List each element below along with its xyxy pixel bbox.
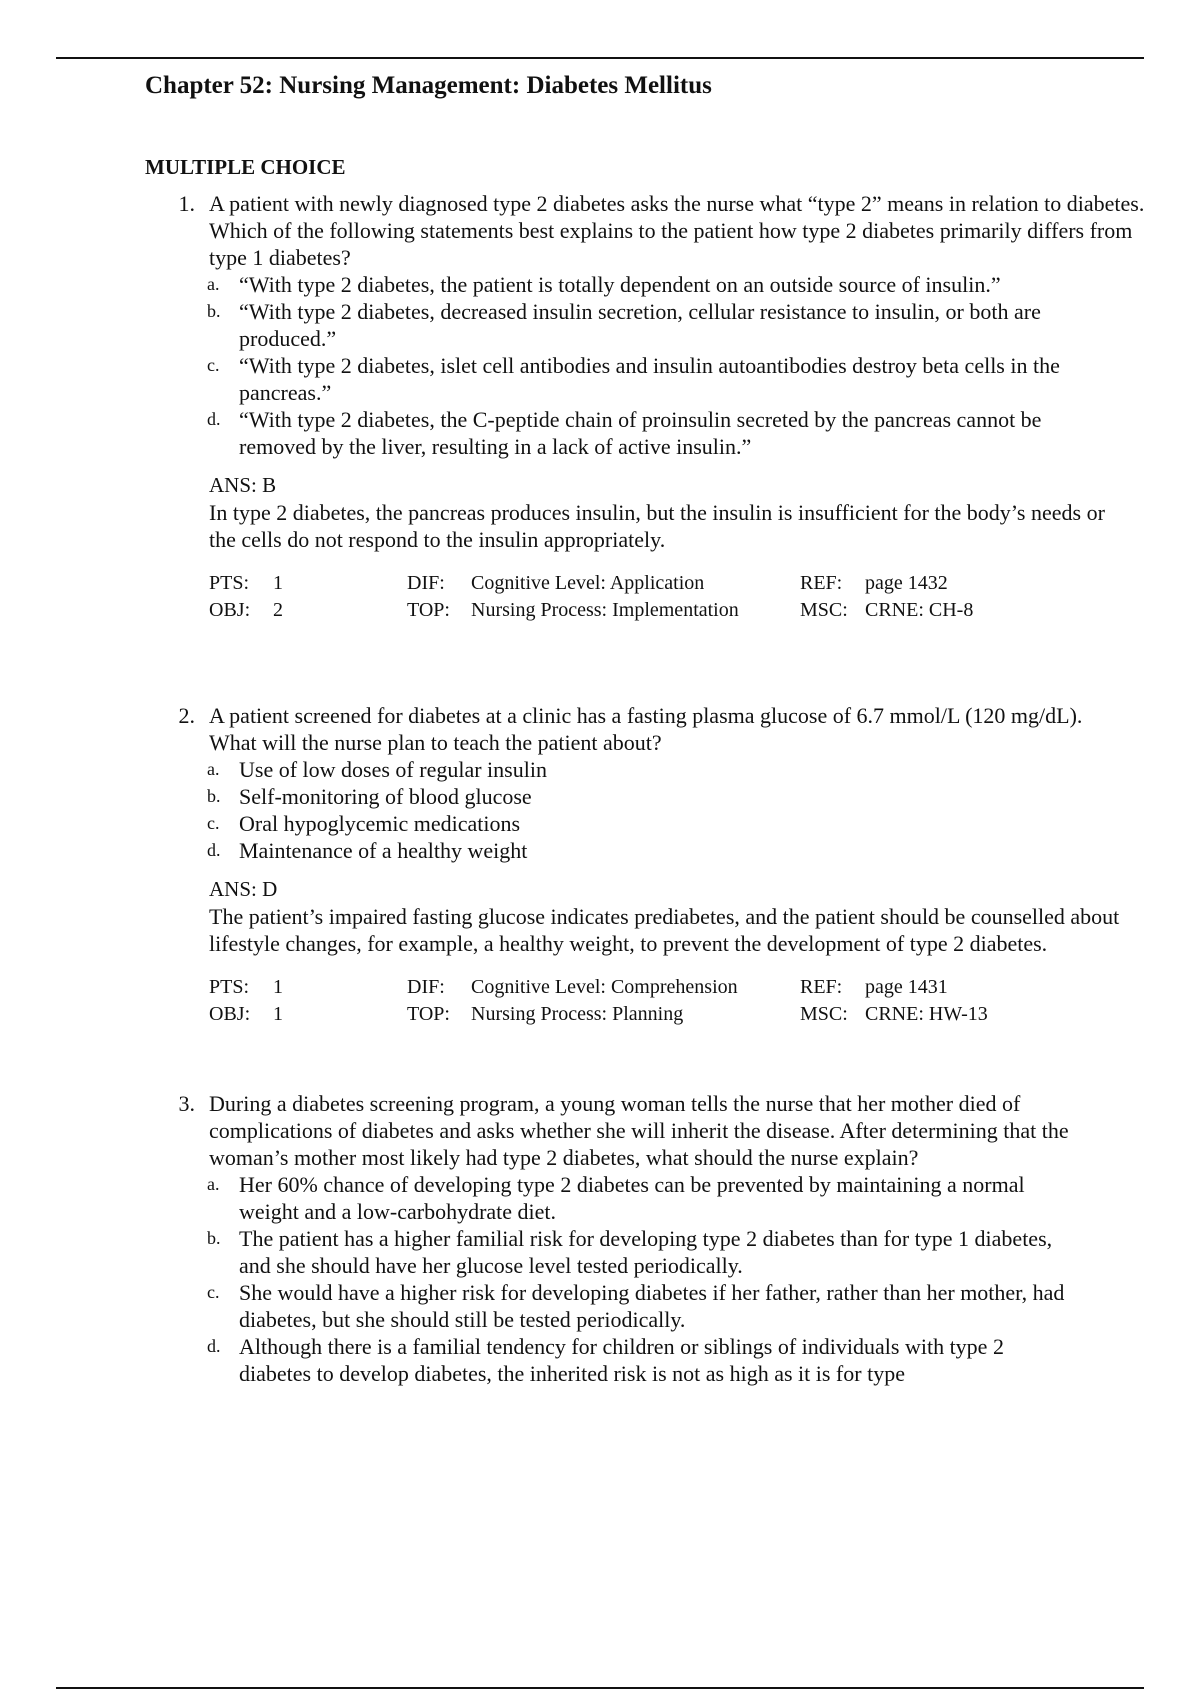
question-stem: During a diabetes screening program, a young woman tells the nurse that her mother died of complications of diabetes and asks whether she will inherit the disease. After determining that the woman’s mother most likely had type 2 diabetes, what should the nurse explain?: [209, 1091, 1069, 1170]
ref-value: page 1431: [865, 976, 948, 998]
option-a: [209, 756, 1069, 783]
dif-value: Cognitive Level: Comprehension: [471, 976, 738, 998]
top-rule: [56, 57, 1144, 59]
option-text: “With type 2 diabetes, islet cell antibodies and insulin autoantibodies destroy beta cells in the pancreas.”: [239, 353, 1060, 405]
msc-value: CRNE: HW-13: [865, 1003, 988, 1025]
option-c: [209, 810, 1069, 837]
answer-key: ANS: B: [209, 473, 277, 497]
pts-label: PTS:: [209, 976, 250, 998]
option-a: [209, 271, 1069, 298]
question-1: [145, 190, 1145, 624]
question-stem: A patient with newly diagnosed type 2 diabetes asks the nurse what “type 2” means in relation to diabetes. Which of the following statements best explains to the patient how type 2 diabetes primarily differs from type 1 diabetes?: [209, 191, 1145, 270]
option-list: [209, 1171, 1145, 1387]
ref-value: page 1432: [865, 572, 948, 594]
top-value: Nursing Process: Planning: [471, 1003, 684, 1025]
answer-key: ANS: D: [209, 877, 278, 901]
option-text: “With type 2 diabetes, the C-peptide chain of proinsulin secreted by the pancreas cannot be removed by the liver, resulting in a lack of active insulin.”: [239, 407, 1042, 459]
option-letter: c.: [207, 813, 220, 833]
option-text: She would have a higher risk for developing diabetes if her father, rather than her mother, had diabetes, but she should still be tested periodically.: [239, 1280, 1065, 1332]
option-letter: c.: [207, 355, 220, 375]
option-letter: a.: [207, 274, 220, 294]
answer-block: [209, 472, 1145, 553]
metadata-row: [209, 1001, 1145, 1028]
top-label: TOP:: [407, 1003, 450, 1025]
dif-label: DIF:: [407, 976, 445, 998]
obj-label: OBJ:: [209, 1003, 251, 1025]
option-b: [209, 298, 1069, 352]
answer-block: [209, 876, 1145, 957]
question-number: 1.: [178, 191, 195, 216]
question-metadata: [209, 974, 1145, 1028]
option-text: Oral hypoglycemic medications: [239, 811, 521, 836]
question-number: 3.: [178, 1091, 195, 1116]
option-c: [209, 352, 1069, 406]
msc-label: MSC:: [800, 599, 848, 621]
option-letter: a.: [207, 759, 220, 779]
obj-label: OBJ:: [209, 599, 251, 621]
option-text: Maintenance of a healthy weight: [239, 838, 528, 863]
pts-value: 1: [273, 976, 283, 998]
pts-label: PTS:: [209, 572, 250, 594]
chapter-title: Chapter 52: Nursing Management: Diabetes Mellitus: [145, 72, 712, 99]
dif-label: DIF:: [407, 572, 445, 594]
option-d: [209, 837, 1069, 864]
top-value: Nursing Process: Implementation: [471, 599, 739, 621]
msc-label: MSC:: [800, 1003, 848, 1025]
top-label: TOP:: [407, 599, 450, 621]
option-text: Self-monitoring of blood glucose: [239, 784, 532, 809]
option-text: “With type 2 diabetes, the patient is totally dependent on an outside source of insulin.”: [239, 272, 1001, 297]
option-letter: d.: [207, 1336, 221, 1356]
option-c: [209, 1279, 1069, 1333]
answer-explanation: The patient’s impaired fasting glucose indicates prediabetes, and the patient should be counselled about lifestyle changes, for example, a healthy weight, to prevent the development of type 2 diabetes.: [209, 904, 1120, 956]
option-list: [209, 756, 1145, 864]
option-a: [209, 1171, 1069, 1225]
question-2: [145, 702, 1145, 1028]
ref-label: REF:: [800, 572, 843, 594]
option-letter: c.: [207, 1282, 220, 1302]
question-number: 2.: [178, 703, 195, 728]
question-stem: A patient screened for diabetes at a clinic has a fasting plasma glucose of 6.7 mmol/L (120 mg/dL). What will the nurse plan to teach the patient about?: [209, 703, 1083, 755]
metadata-row: [209, 597, 1145, 624]
metadata-row: [209, 974, 1145, 1001]
question-metadata: [209, 570, 1145, 624]
option-letter: b.: [207, 786, 221, 806]
option-letter: d.: [207, 409, 221, 429]
option-text: “With type 2 diabetes, decreased insulin secretion, cellular resistance to insulin, or both are produced.”: [239, 299, 1041, 351]
metadata-row: [209, 570, 1145, 597]
option-letter: a.: [207, 1174, 220, 1194]
option-list: [209, 271, 1145, 460]
option-letter: d.: [207, 840, 221, 860]
option-text: Use of low doses of regular insulin: [239, 757, 547, 782]
bottom-rule: [56, 1687, 1144, 1689]
obj-value: 1: [273, 1003, 283, 1025]
option-d: [209, 1333, 1069, 1387]
option-b: [209, 783, 1069, 810]
dif-value: Cognitive Level: Application: [471, 572, 705, 594]
option-text: Her 60% chance of developing type 2 diabetes can be prevented by maintaining a normal weight and a low-carbohydrate diet.: [239, 1172, 1025, 1224]
option-letter: b.: [207, 1228, 221, 1248]
msc-value: CRNE: CH-8: [865, 599, 974, 621]
pts-value: 1: [273, 572, 283, 594]
obj-value: 2: [273, 599, 283, 621]
option-d: [209, 406, 1069, 460]
answer-explanation: In type 2 diabetes, the pancreas produces insulin, but the insulin is insufficient for the body’s needs or the cells do not respond to the insulin appropriately.: [209, 500, 1105, 552]
option-text: Although there is a familial tendency for children or siblings of individuals with type 2 diabetes to develop diabetes, the inherited risk is not as high as it is for type: [239, 1334, 1004, 1386]
option-letter: b.: [207, 301, 221, 321]
question-3: [145, 1090, 1145, 1387]
option-text: The patient has a higher familial risk for developing type 2 diabetes than for type 1 diabetes, and she should have her glucose level tested periodically.: [239, 1226, 1053, 1278]
option-b: [209, 1225, 1069, 1279]
ref-label: REF:: [800, 976, 843, 998]
section-title: MULTIPLE CHOICE: [145, 155, 346, 179]
